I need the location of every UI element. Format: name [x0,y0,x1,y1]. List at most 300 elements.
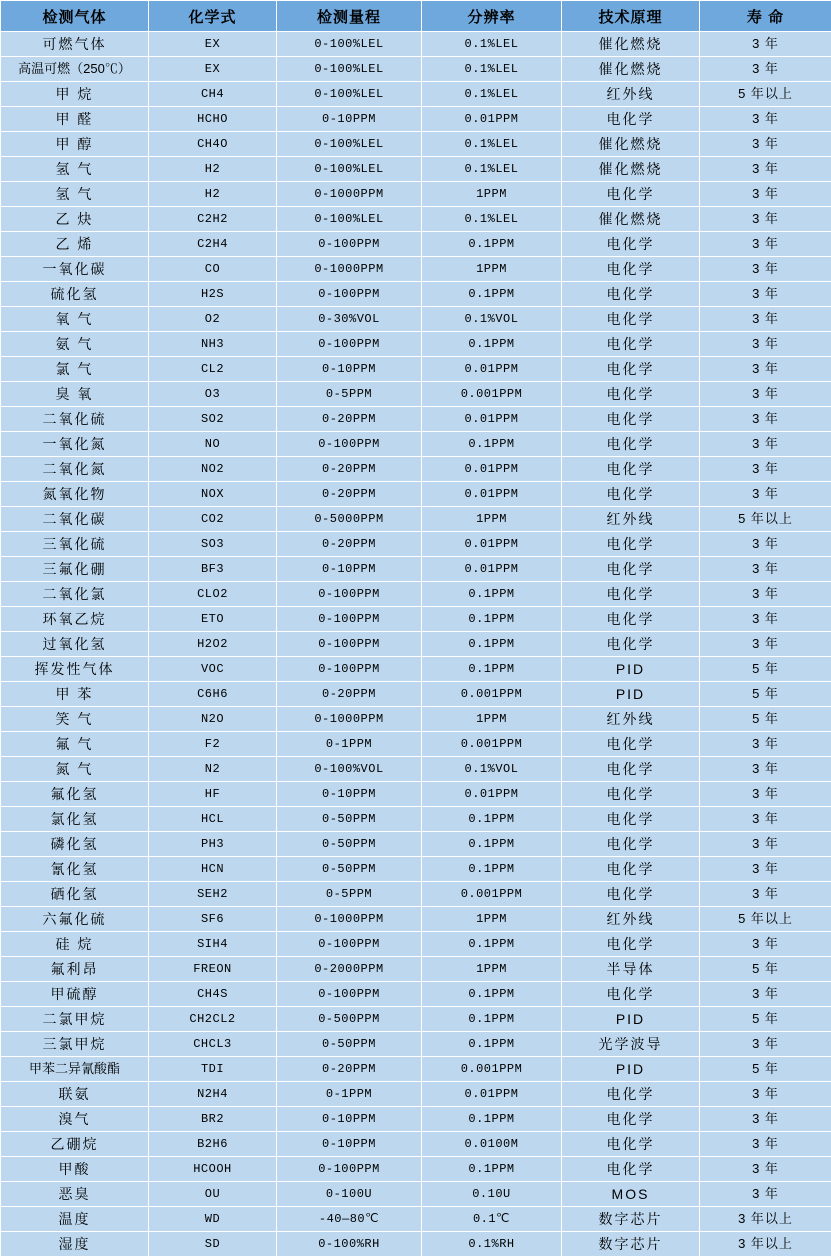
table-cell: F2 [149,732,277,757]
table-cell: HCOOH [149,1157,277,1182]
table-cell: 3 年 [700,332,831,357]
table-cell: 温度 [1,1207,149,1232]
table-cell: H2O2 [149,632,277,657]
table-cell: 0-100PPM [277,332,422,357]
table-cell: 电化学 [562,357,700,382]
table-row [1,1182,831,1207]
table-cell: 0.001PPM [422,882,562,907]
table-row [1,532,831,557]
table-cell: 0.1%LEL [422,157,562,182]
header-cell-principle: 技术原理 [562,1,700,32]
table-row [1,507,831,532]
table-cell: 3 年 [700,557,831,582]
table-cell: 0.1PPM [422,282,562,307]
table-cell: 二氧化氮 [1,457,149,482]
table-cell: 0-100%VOL [277,757,422,782]
table-row [1,757,831,782]
table-cell: 0-100PPM [277,657,422,682]
table-cell: 0-50PPM [277,832,422,857]
table-row [1,257,831,282]
table-cell: 3 年 [700,282,831,307]
table-cell: 0.1PPM [422,582,562,607]
table-row [1,957,831,982]
table-cell: 0-10PPM [277,1107,422,1132]
table-cell: 0-100PPM [277,432,422,457]
table-cell: 电化学 [562,407,700,432]
table-cell: 0.1%VOL [422,757,562,782]
table-cell: 5 年以上 [700,907,831,932]
table-cell: PH3 [149,832,277,857]
table-cell: CL2 [149,357,277,382]
table-cell: 电化学 [562,307,700,332]
table-row [1,1032,831,1057]
table-cell: 3 年 [700,1132,831,1157]
table-cell: 甲 醇 [1,132,149,157]
table-cell: 0.001PPM [422,382,562,407]
table-cell: 0-50PPM [277,857,422,882]
table-row [1,632,831,657]
table-cell: 3 年 [700,882,831,907]
table-cell: 0-10PPM [277,107,422,132]
table-cell: 0-20PPM [277,682,422,707]
table-cell: CLO2 [149,582,277,607]
table-cell: 3 年 [700,32,831,57]
table-cell: 0.1PPM [422,1007,562,1032]
table-cell: 0.1%LEL [422,57,562,82]
table-cell: 3 年 [700,457,831,482]
table-cell: NO2 [149,457,277,482]
table-cell: 电化学 [562,257,700,282]
table-cell: VOC [149,657,277,682]
table-cell: 3 年 [700,532,831,557]
table-row [1,1057,831,1082]
table-cell: 甲 苯 [1,682,149,707]
table-cell: 0.1℃ [422,1207,562,1232]
table-cell: 0-100%LEL [277,57,422,82]
table-cell: 电化学 [562,532,700,557]
table-cell: 3 年 [700,432,831,457]
table-cell: 0.001PPM [422,1057,562,1082]
header-row [1,1,831,32]
table-cell: BR2 [149,1107,277,1132]
table-row [1,182,831,207]
table-cell: 电化学 [562,782,700,807]
table-cell: MOS [562,1182,700,1207]
table-cell: C2H4 [149,232,277,257]
table-cell: 可燃气体 [1,32,149,57]
table-cell: O2 [149,307,277,332]
table-cell: 0.01PPM [422,532,562,557]
table-cell: 0-20PPM [277,457,422,482]
table-cell: 电化学 [562,857,700,882]
table-cell: 硫化氢 [1,282,149,307]
table-cell: 催化燃烧 [562,207,700,232]
table-cell: CH4O [149,132,277,157]
table-cell: 数字芯片 [562,1232,700,1257]
table-cell: CHCL3 [149,1032,277,1057]
table-cell: 电化学 [562,482,700,507]
table-cell: OU [149,1182,277,1207]
table-cell: 电化学 [562,1132,700,1157]
table-cell: 0-100PPM [277,282,422,307]
table-cell: 电化学 [562,1107,700,1132]
table-cell: PID [562,657,700,682]
table-cell: 三氯甲烷 [1,1032,149,1057]
table-row [1,1132,831,1157]
table-cell: 电化学 [562,807,700,832]
table-cell: 一氧化氮 [1,432,149,457]
table-cell: 笑 气 [1,707,149,732]
table-cell: 0-1000PPM [277,707,422,732]
table-cell: C6H6 [149,682,277,707]
table-row [1,132,831,157]
table-cell: 3 年 [700,57,831,82]
table-row [1,357,831,382]
table-cell: 电化学 [562,882,700,907]
table-row [1,932,831,957]
table-cell: 三氟化硼 [1,557,149,582]
table-cell: 5 年 [700,682,831,707]
table-row [1,1232,831,1257]
table-cell: 0.10U [422,1182,562,1207]
table-cell: 0-10PPM [277,357,422,382]
table-cell: PID [562,1057,700,1082]
table-cell: 5 年 [700,657,831,682]
table-cell: 电化学 [562,232,700,257]
table-cell: 0.01PPM [422,1082,562,1107]
table-cell: 乙 炔 [1,207,149,232]
table-cell: 3 年 [700,382,831,407]
table-cell: 二氧化硫 [1,407,149,432]
table-cell: 乙 烯 [1,232,149,257]
table-cell: 3 年 [700,157,831,182]
table-row [1,157,831,182]
table-cell: 5 年 [700,707,831,732]
table-cell: 高温可燃（250℃） [1,57,149,82]
table-cell: 0.01PPM [422,482,562,507]
table-cell: 0.1%VOL [422,307,562,332]
table-cell: 电化学 [562,832,700,857]
table-cell: 红外线 [562,82,700,107]
table-cell: N2 [149,757,277,782]
table-cell: 二氧化碳 [1,507,149,532]
table-cell: 氮 气 [1,757,149,782]
table-row [1,1157,831,1182]
table-cell: 溴气 [1,1107,149,1132]
table-cell: H2 [149,182,277,207]
table-cell: 氟 气 [1,732,149,757]
table-cell: SD [149,1232,277,1257]
table-row [1,1107,831,1132]
header-cell-resolution: 分辨率 [422,1,562,32]
table-cell: 联氨 [1,1082,149,1107]
table-cell: 3 年 [700,257,831,282]
table-cell: 0.01PPM [422,782,562,807]
table-row [1,732,831,757]
table-row [1,1007,831,1032]
table-cell: 3 年 [700,732,831,757]
table-cell: HCHO [149,107,277,132]
table-cell: NO [149,432,277,457]
table-row [1,282,831,307]
table-cell: HCL [149,807,277,832]
table-cell: 0-30%VOL [277,307,422,332]
table-body [1,32,831,1257]
table-cell: 电化学 [562,982,700,1007]
table-cell: 0.1PPM [422,982,562,1007]
table-cell: 0-100PPM [277,632,422,657]
table-cell: 0.1PPM [422,832,562,857]
table-cell: CO [149,257,277,282]
table-cell: 数字芯片 [562,1207,700,1232]
table-row [1,482,831,507]
table-cell: 0.1%LEL [422,132,562,157]
table-cell: 1PPM [422,907,562,932]
table-cell: 0.001PPM [422,732,562,757]
table-cell: 二氯甲烷 [1,1007,149,1032]
table-cell: 0.1PPM [422,807,562,832]
table-cell: N2H4 [149,1082,277,1107]
table-cell: 电化学 [562,282,700,307]
table-cell: 1PPM [422,182,562,207]
table-cell: 0-100%LEL [277,157,422,182]
table-cell: 3 年以上 [700,1232,831,1257]
table-cell: 0.1PPM [422,232,562,257]
table-cell: 3 年 [700,632,831,657]
table-cell: 氰化氢 [1,857,149,882]
table-cell: 甲硫醇 [1,982,149,1007]
table-cell: 0-100PPM [277,607,422,632]
table-cell: B2H6 [149,1132,277,1157]
table-cell: 红外线 [562,507,700,532]
table-cell: 0-100PPM [277,232,422,257]
table-row [1,582,831,607]
table-cell: 3 年 [700,607,831,632]
table-cell: 甲酸 [1,1157,149,1182]
table-cell: 1PPM [422,257,562,282]
table-cell: 5 年以上 [700,507,831,532]
table-cell: EX [149,32,277,57]
table-cell: 氢 气 [1,157,149,182]
table-cell: 甲 烷 [1,82,149,107]
table-row [1,1082,831,1107]
table-cell: 0-20PPM [277,1057,422,1082]
table-cell: 3 年以上 [700,1207,831,1232]
table-row [1,557,831,582]
table-cell: 0.1PPM [422,857,562,882]
table-cell: 挥发性气体 [1,657,149,682]
table-cell: 光学波导 [562,1032,700,1057]
table-cell: 0.1PPM [422,1157,562,1182]
table-cell: EX [149,57,277,82]
table-cell: 氢 气 [1,182,149,207]
table-cell: 电化学 [562,632,700,657]
table-cell: 0.1PPM [422,332,562,357]
table-cell: 3 年 [700,1182,831,1207]
table-cell: 0.1PPM [422,1107,562,1132]
table-row [1,707,831,732]
table-row [1,457,831,482]
table-cell: 0-1PPM [277,1082,422,1107]
table-row [1,882,831,907]
table-cell: 臭 氧 [1,382,149,407]
table-row [1,332,831,357]
table-cell: 0.1%LEL [422,32,562,57]
table-cell: 0-5PPM [277,882,422,907]
table-cell: 3 年 [700,182,831,207]
table-cell: 5 年 [700,1057,831,1082]
table-cell: 0-100%LEL [277,82,422,107]
table-cell: SO3 [149,532,277,557]
table-cell: 3 年 [700,932,831,957]
table-cell: 5 年 [700,1007,831,1032]
table-cell: 催化燃烧 [562,157,700,182]
table-cell: 0.01PPM [422,457,562,482]
table-cell: 0-100PPM [277,1157,422,1182]
table-cell: 0-100PPM [277,932,422,957]
table-row [1,682,831,707]
table-cell: 环氧乙烷 [1,607,149,632]
table-cell: 催化燃烧 [562,57,700,82]
table-cell: 0.1PPM [422,932,562,957]
table-cell: SEH2 [149,882,277,907]
table-cell: 3 年 [700,782,831,807]
table-cell: BF3 [149,557,277,582]
table-cell: TDI [149,1057,277,1082]
table-cell: 甲苯二异氰酸酯 [1,1057,149,1082]
table-cell: 催化燃烧 [562,132,700,157]
table-cell: 0-500PPM [277,1007,422,1032]
table-cell: NH3 [149,332,277,357]
table-cell: -40—80℃ [277,1207,422,1232]
table-cell: 电化学 [562,382,700,407]
table-row [1,82,831,107]
table-cell: 0.01PPM [422,357,562,382]
table-cell: 0-2000PPM [277,957,422,982]
table-cell: 1PPM [422,507,562,532]
table-cell: C2H2 [149,207,277,232]
table-cell: 3 年 [700,582,831,607]
table-cell: 湿度 [1,1232,149,1257]
table-cell: N2O [149,707,277,732]
table-cell: 0.1PPM [422,607,562,632]
table-cell: 红外线 [562,707,700,732]
table-row [1,307,831,332]
table-cell: 0-100%LEL [277,132,422,157]
table-row [1,32,831,57]
table-cell: 3 年 [700,857,831,882]
table-cell: 电化学 [562,332,700,357]
table-cell: 氮氧化物 [1,482,149,507]
table-cell: 0-50PPM [277,807,422,832]
table-cell: 3 年 [700,982,831,1007]
table-cell: 5 年 [700,957,831,982]
table-row [1,807,831,832]
table-cell: 0.001PPM [422,682,562,707]
table-cell: HCN [149,857,277,882]
table-header [1,1,831,32]
table-cell: 0-10PPM [277,782,422,807]
table-cell: 0-1000PPM [277,257,422,282]
table-row [1,432,831,457]
table-row [1,907,831,932]
table-cell: 氯 气 [1,357,149,382]
table-cell: 0-100U [277,1182,422,1207]
table-cell: 乙硼烷 [1,1132,149,1157]
table-cell: 0.1%LEL [422,82,562,107]
table-cell: 3 年 [700,407,831,432]
table-cell: 甲 醛 [1,107,149,132]
table-cell: 硅 烷 [1,932,149,957]
table-cell: 0-100%RH [277,1232,422,1257]
table-cell: CH4 [149,82,277,107]
table-cell: 0-100%LEL [277,207,422,232]
table-cell: 六氟化硫 [1,907,149,932]
table-cell: H2 [149,157,277,182]
table-cell: 0-1000PPM [277,907,422,932]
table-cell: 0.1PPM [422,632,562,657]
table-cell: 磷化氢 [1,832,149,857]
table-cell: 3 年 [700,1032,831,1057]
table-cell: 0.01PPM [422,107,562,132]
table-cell: 3 年 [700,757,831,782]
table-cell: SO2 [149,407,277,432]
table-cell: SIH4 [149,932,277,957]
table-cell: 电化学 [562,457,700,482]
table-cell: 氟利昂 [1,957,149,982]
table-cell: NOX [149,482,277,507]
table-row [1,982,831,1007]
table-cell: 电化学 [562,732,700,757]
table-row [1,407,831,432]
header-cell-gas: 检测气体 [1,1,149,32]
table-cell: 氯化氢 [1,807,149,832]
table-row [1,1207,831,1232]
table-cell: 0.0100M [422,1132,562,1157]
table-cell: 电化学 [562,557,700,582]
table-cell: WD [149,1207,277,1232]
table-cell: 0.1%RH [422,1232,562,1257]
table-cell: HF [149,782,277,807]
table-cell: 0-20PPM [277,407,422,432]
table-cell: 0.1PPM [422,657,562,682]
table-cell: 电化学 [562,932,700,957]
table-row [1,382,831,407]
table-cell: 3 年 [700,107,831,132]
header-cell-formula: 化学式 [149,1,277,32]
table-cell: 0-5000PPM [277,507,422,532]
table-cell: 电化学 [562,582,700,607]
table-cell: PID [562,1007,700,1032]
header-cell-range: 检测量程 [277,1,422,32]
table-cell: PID [562,682,700,707]
table-cell: 3 年 [700,132,831,157]
header-cell-life: 寿 命 [700,1,831,32]
table-cell: 红外线 [562,907,700,932]
table-cell: 0-20PPM [277,532,422,557]
table-cell: 1PPM [422,957,562,982]
table-cell: CH4S [149,982,277,1007]
table-cell: 电化学 [562,107,700,132]
table-cell: 0-1PPM [277,732,422,757]
table-cell: 5 年以上 [700,82,831,107]
table-cell: 一氧化碳 [1,257,149,282]
table-cell: 0-1000PPM [277,182,422,207]
table-row [1,107,831,132]
table-cell: 0-20PPM [277,482,422,507]
table-cell: 0-50PPM [277,1032,422,1057]
table-cell: 1PPM [422,707,562,732]
